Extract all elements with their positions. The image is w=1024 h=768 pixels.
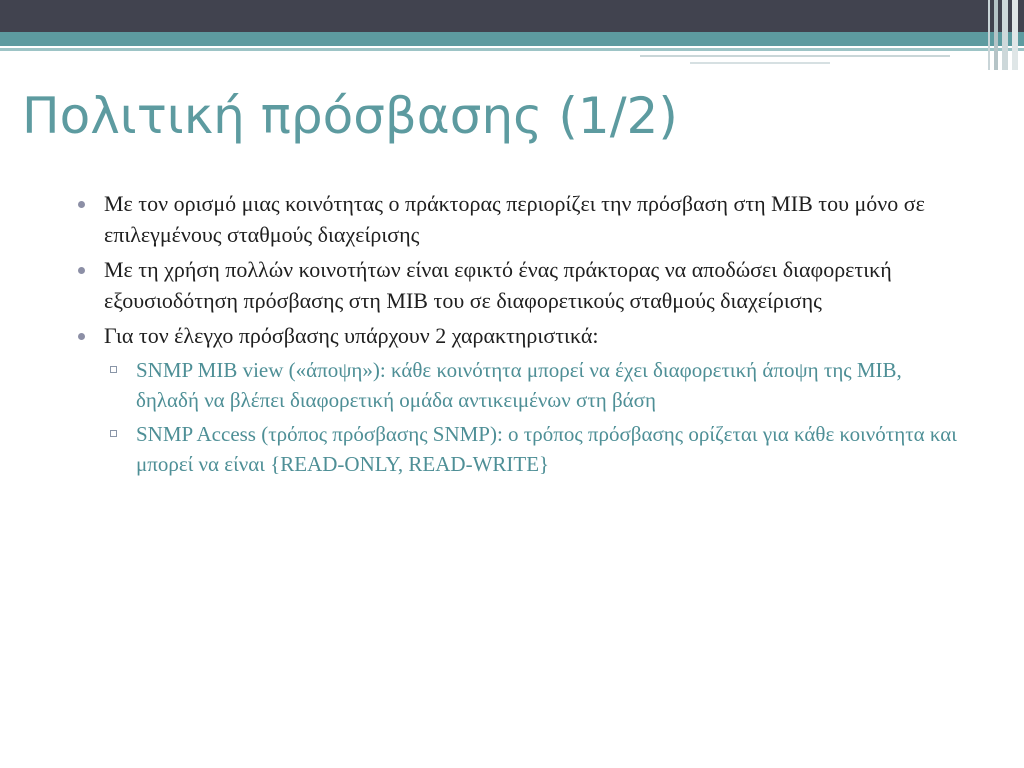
stripe bbox=[994, 0, 998, 70]
stripe bbox=[1012, 0, 1018, 70]
header-thin-line bbox=[0, 48, 1024, 51]
square-bullet-icon bbox=[110, 366, 117, 373]
header-right-stripes bbox=[976, 0, 1024, 70]
bullet-item bbox=[78, 188, 968, 250]
sub-bullet-text: SNMP Access (τρόπος πρόσβασης SNMP): ο τρόπος πρόσβασης ορίζεται για κάθε κοινότητα και μπορεί να είναι {READ-ONLY, READ-WRITE} bbox=[136, 422, 957, 476]
slide-body bbox=[78, 188, 968, 483]
bullet-text: Με τον ορισμό μιας κοινότητας ο πράκτορας περιορίζει την πρόσβαση στη MIB του μόνο σε επιλεγμένους σταθμούς διαχείρισης bbox=[104, 191, 925, 247]
header-accent-line bbox=[640, 55, 950, 57]
bullet-item bbox=[78, 254, 968, 316]
bullet-list bbox=[78, 188, 968, 479]
bullet-dot-icon bbox=[78, 267, 85, 274]
stripe bbox=[1002, 0, 1008, 70]
sub-bullet-item bbox=[78, 355, 968, 415]
slide-title: Πολιτική πρόσβασης (1/2) bbox=[22, 87, 678, 145]
header-dark-band bbox=[0, 0, 1024, 32]
bullet-dot-icon bbox=[78, 201, 85, 208]
bullet-item bbox=[78, 320, 968, 479]
sub-bullet-text: SNMP MIB view («άποψη»): κάθε κοινότητα μπορεί να έχει διαφορετική άποψη της MIB, δηλαδή να βλέπει διαφορετική ομάδα αντικειμένων στη βάση bbox=[136, 358, 902, 412]
header-accent-line-short bbox=[690, 62, 830, 64]
sub-bullet-item bbox=[78, 419, 968, 479]
bullet-dot-icon bbox=[78, 333, 85, 340]
bullet-text: Με τη χρήση πολλών κοινοτήτων είναι εφικτό ένας πράκτορας να αποδώσει διαφορετική εξουσιοδότηση πρόσβασης στη MIB του σε διαφορετικούς σταθμούς διαχείρισης bbox=[104, 257, 892, 313]
header-teal-band bbox=[0, 32, 1024, 46]
bullet-text: Για τον έλεγχο πρόσβασης υπάρχουν 2 χαρακτηριστικά: bbox=[104, 323, 599, 348]
sub-bullet-list bbox=[78, 355, 968, 479]
stripe bbox=[988, 0, 990, 70]
square-bullet-icon bbox=[110, 430, 117, 437]
